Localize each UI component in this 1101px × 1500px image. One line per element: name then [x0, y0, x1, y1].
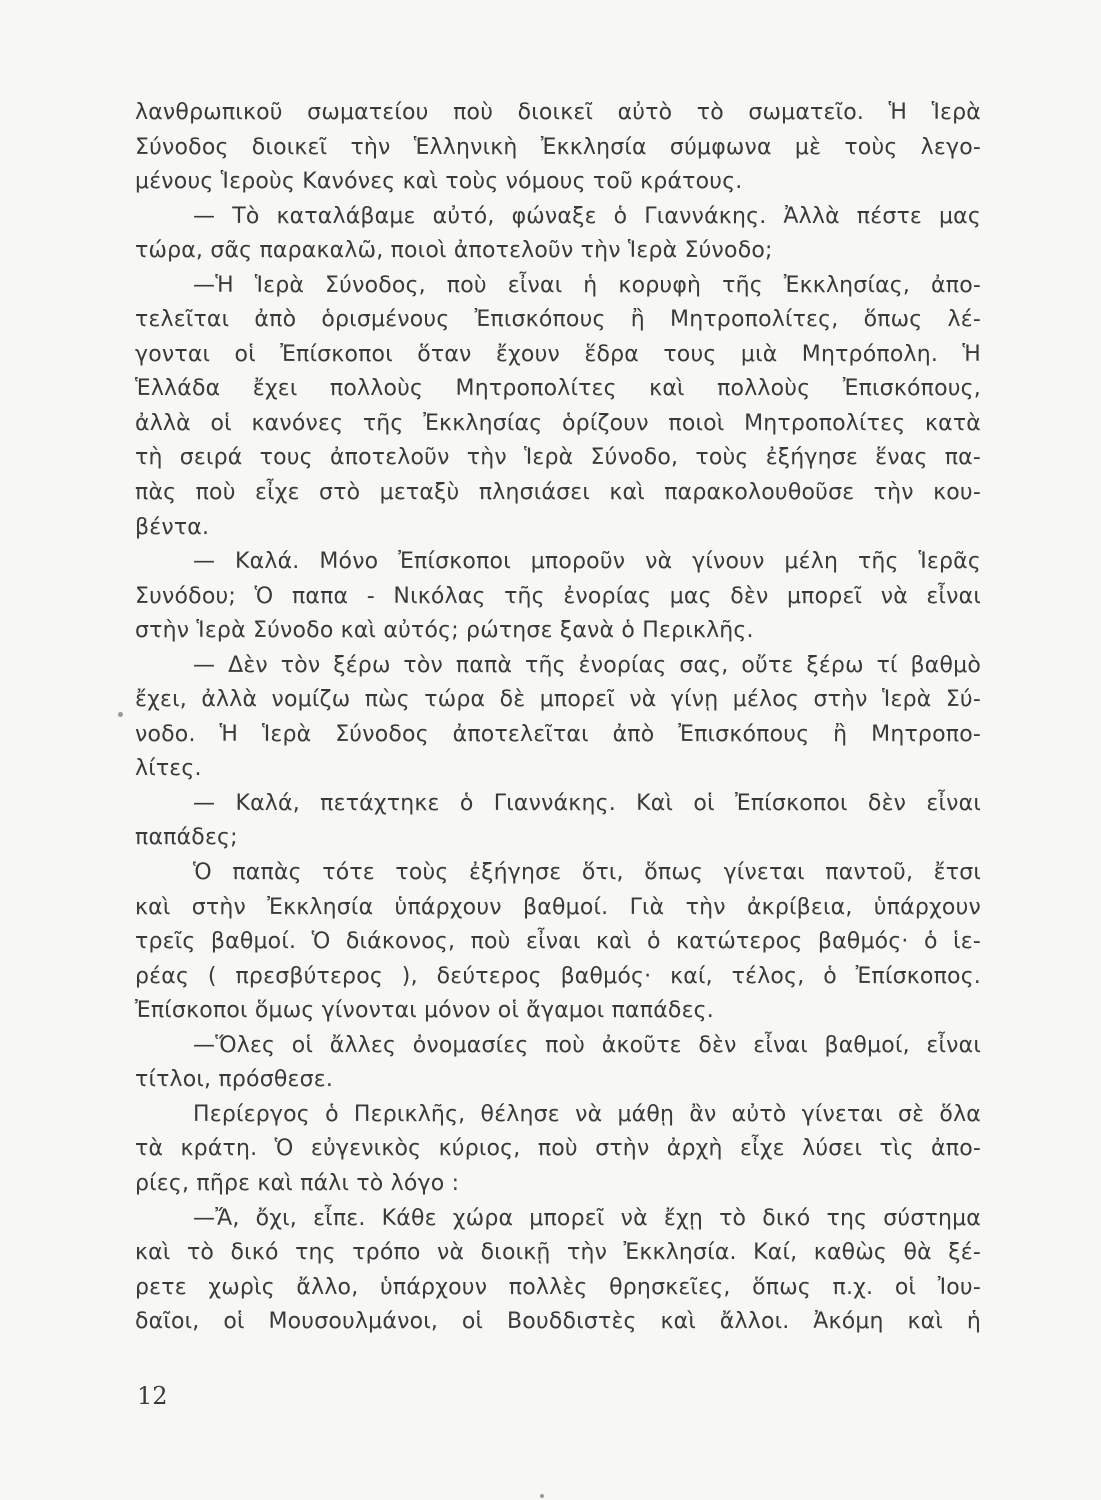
text-line: τρεῖς βαθμοί. Ὁ διάκονος, ποὺ εἶναι καὶ ὁ κατώτερος βαθμός· ὁ ἱε-	[135, 929, 981, 955]
text-line: καὶ τὸ δικό της τρόπο νὰ διοικῇ τὴν Ἐκκλησία. Καί, καθὼς θὰ ξέ-	[135, 1240, 981, 1266]
text-line: ρέας ( πρεσβύτερος ), δεύτερος βαθμός· καί, τέλος, ὁ Ἐπίσκοπος.	[135, 963, 981, 989]
text-line: γονται οἱ Ἐπίσκοποι ὅταν ἔχουν ἕδρα τους μιὰ Μητρόπολη. Ἡ	[135, 341, 981, 367]
text-line: παπάδες;	[135, 825, 238, 851]
text-line: ρίες, πῆρε καὶ πάλι τὸ λόγο :	[135, 1170, 460, 1196]
text-line: τελεῖται ἀπὸ ὁρισμένους Ἐπισκόπους ἢ Μητροπολίτες, ὅπως λέ-	[135, 307, 981, 333]
text-line: τίτλοι, πρόσθεσε.	[135, 1067, 334, 1093]
page-number: 12	[137, 1382, 168, 1410]
text-line: — Τὸ καταλάβαμε αὐτό, φώναξε ὁ Γιαννάκης. Ἀλλὰ πέστε μας	[193, 203, 981, 229]
margin-speck	[118, 712, 123, 717]
text-line: — Καλά, πετάχτηκε ὁ Γιαννάκης. Καὶ οἱ Ἐπίσκοποι δὲν εἶναι	[193, 790, 981, 816]
text-line: νοδο. Ἡ Ἱερὰ Σύνοδος ἀποτελεῖται ἀπὸ Ἐπισκόπους ἢ Μητροπο-	[135, 721, 981, 747]
text-line: Συνόδου; Ὁ παπα - Νικόλας τῆς ἐνορίας μας δὲν μπορεῖ νὰ εἶναι	[135, 583, 981, 609]
text-line: —Ὅλες οἱ ἄλλες ὀνομασίες ποὺ ἀκοῦτε δὲν εἶναι βαθμοί, εἶναι	[193, 1032, 981, 1058]
text-line: Ἐπίσκοποι ὅμως γίνονται μόνον οἱ ἄγαμοι παπάδες.	[135, 998, 714, 1024]
text-line: πὰς ποὺ εἶχε στὸ μεταξὺ πλησιάσει καὶ παρακολουθοῦσε τὴν κου-	[135, 480, 981, 506]
text-line: Ὁ παπὰς τότε τοὺς ἐξήγησε ὅτι, ὅπως γίνεται παντοῦ, ἔτσι	[193, 860, 981, 886]
text-line: Περίεργος ὁ Περικλῆς, θέλησε νὰ μάθῃ ἂν αὐτὸ γίνεται σὲ ὅλα	[193, 1101, 981, 1127]
margin-speck	[540, 1494, 544, 1498]
text-line: —Ἄ, ὄχι, εἶπε. Κάθε χώρα μπορεῖ νὰ ἔχῃ τὸ δικό της σύστημα	[193, 1205, 981, 1231]
text-line: λανθρωπικοῦ σωματείου ποὺ διοικεῖ αὐτὸ τὸ σωματεῖο. Ἡ Ἱερὰ	[135, 100, 981, 125]
text-line: βέντα.	[135, 514, 210, 540]
text-line: στὴν Ἱερὰ Σύνοδο καὶ αὐτός; ρώτησε ξανὰ ὁ Περικλῆς.	[135, 618, 754, 644]
text-line: — Δὲν τὸν ξέρω τὸν παπὰ τῆς ἐνορίας σας, οὔτε ξέρω τί βαθμὸ	[193, 652, 981, 678]
text-line: Σύνοδος διοικεῖ τὴν Ἑλληνικὴ Ἐκκλησία σύμφωνα μὲ τοὺς λεγο-	[135, 134, 981, 160]
text-line: ἀλλὰ οἱ κανόνες τῆς Ἐκκλησίας ὁρίζουν ποιοὶ Μητροπολίτες κατὰ	[135, 410, 981, 436]
text-line: ρετε χωρὶς ἄλλο, ὑπάρχουν πολλὲς θρησκεῖες, ὅπως π.χ. οἱ Ἰου-	[135, 1274, 981, 1300]
text-line: —Ἡ Ἱερὰ Σύνοδος, ποὺ εἶναι ἡ κορυφὴ τῆς Ἐκκλησίας, ἀπο-	[193, 272, 981, 298]
text-line: — Καλά. Μόνο Ἐπίσκοποι μποροῦν νὰ γίνουν μέλη τῆς Ἱερᾶς	[193, 549, 981, 575]
text-line: μένους Ἱεροὺς Κανόνες καὶ τοὺς νόμους τοῦ κράτους.	[135, 169, 743, 195]
text-line: δαῖοι, οἱ Μουσουλμάνοι, οἱ Βουδδιστὲς καὶ ἄλλοι. Ἀκόμη καὶ ἡ	[135, 1309, 981, 1335]
text-line: ἔχει, ἀλλὰ νομίζω πὼς τώρα δὲ μπορεῖ νὰ γίνῃ μέλος στὴν Ἱερὰ Σύ-	[135, 687, 981, 713]
text-line: τώρα, σᾶς παρακαλῶ, ποιοὶ ἀποτελοῦν τὴν Ἱερὰ Σύνοδο;	[135, 238, 773, 264]
page-body	[135, 96, 981, 1340]
text-line: λίτες.	[135, 756, 202, 782]
text-line: καὶ στὴν Ἐκκλησία ὑπάρχουν βαθμοί. Γιὰ τὴν ἀκρίβεια, ὑπάρχουν	[135, 894, 981, 920]
text-line: τὰ κράτη. Ὁ εὐγενικὸς κύριος, ποὺ στὴν ἀρχὴ εἶχε λύσει τὶς ἀπο-	[135, 1136, 981, 1162]
text-line: τὴ σειρά τους ἀποτελοῦν τὴν Ἱερὰ Σύνοδο, τοὺς ἐξήγησε ἕνας πα-	[135, 445, 981, 471]
text-line: Ἑλλάδα ἔχει πολλοὺς Μητροπολίτες καὶ πολλοὺς Ἐπισκόπους,	[135, 376, 981, 402]
